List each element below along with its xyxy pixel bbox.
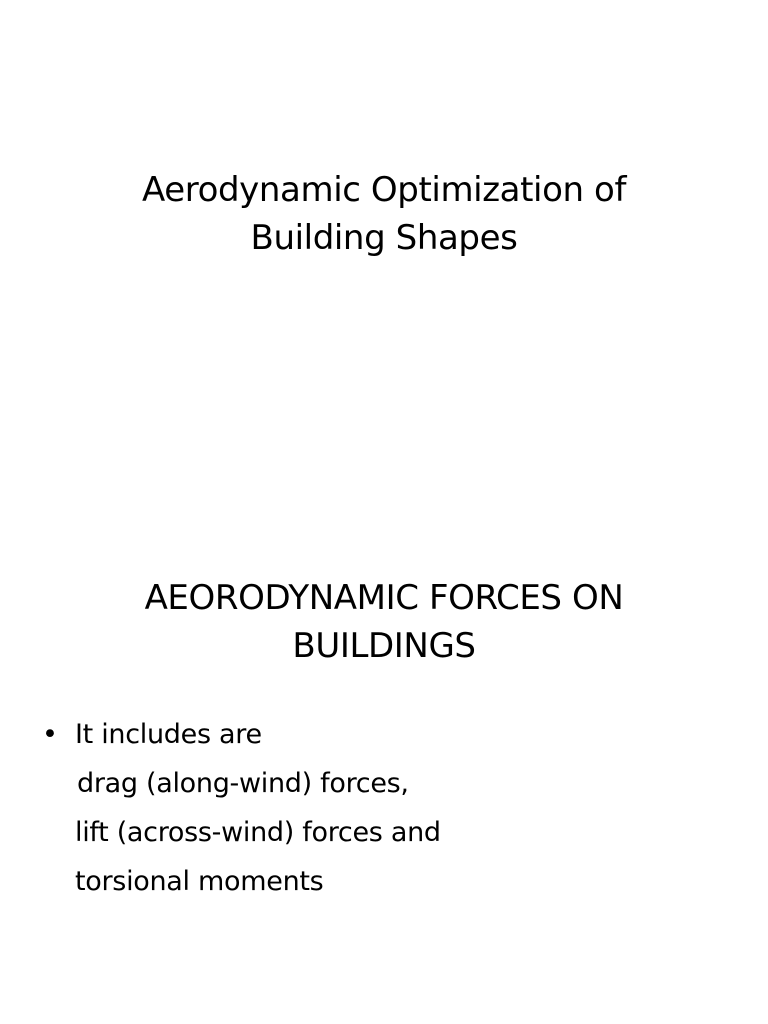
bullet-item	[42, 710, 441, 759]
bullet-continuation-line: lift (across-wind) forces and	[75, 817, 441, 848]
slide-title	[0, 166, 768, 262]
bullet-text: It includes are	[75, 719, 262, 750]
bullet-list	[42, 710, 441, 906]
slide-title	[0, 574, 768, 670]
bullet-marker: •	[42, 719, 58, 750]
bullet-continuation-line: drag (along-wind) forces,	[77, 768, 409, 799]
title-line-1: AEORODYNAMIC FORCES ON	[144, 578, 624, 618]
slide-2	[0, 512, 768, 1024]
title-line-1: Aerodynamic Optimization of	[141, 170, 627, 210]
title-line-2: BUILDINGS	[292, 626, 476, 666]
title-line-2: Building Shapes	[250, 218, 518, 258]
bullet-continuation-line: torsional moments	[75, 866, 324, 897]
